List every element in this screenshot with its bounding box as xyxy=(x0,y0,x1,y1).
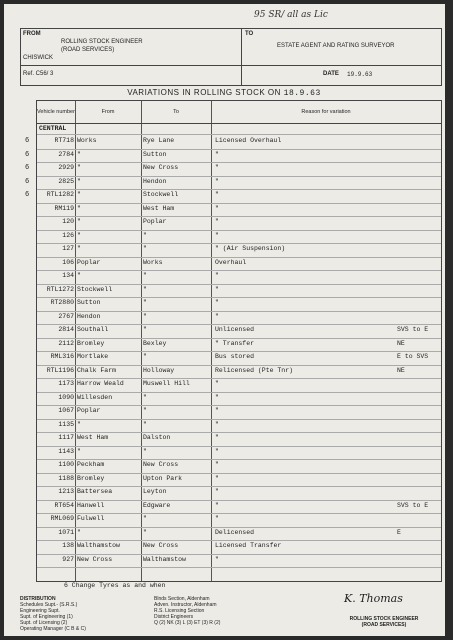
vehicle-cell: RT718 xyxy=(54,137,74,144)
footer-note: 6 Change Tyres as and when xyxy=(64,582,166,589)
table-row xyxy=(37,419,441,434)
distribution-entry: Q (2) NK (3) L (3) ET (3) R (2) xyxy=(154,620,221,626)
from-cell: Works xyxy=(77,137,97,144)
to-cell: " xyxy=(143,326,147,333)
from-cell: Walthamstow xyxy=(77,542,120,549)
row-tick: 6 xyxy=(25,150,30,159)
vehicle-cell: RTL1282 xyxy=(46,191,74,198)
vehicle-cell: 126 xyxy=(62,231,74,239)
date-value: 19.9.63 xyxy=(347,71,373,78)
header-from: From xyxy=(101,109,115,115)
header-vehicle: Vehicle number xyxy=(37,109,75,115)
vehicle-cell: 1135 xyxy=(58,420,74,428)
from-cell: " xyxy=(77,272,81,279)
vehicle-cell: RTL1272 xyxy=(46,285,74,293)
from-cell: Harrow Weald xyxy=(77,380,124,387)
table-row xyxy=(37,554,441,569)
table-row xyxy=(37,405,441,420)
sheet-title xyxy=(104,88,344,98)
from-cell: Southall xyxy=(77,326,109,333)
to-cell: Muswell Hill xyxy=(143,380,190,387)
vehicle-cell: 120 xyxy=(62,218,74,225)
distribution-entry: Supt. of Engineering (1) xyxy=(20,614,73,620)
table-row xyxy=(37,284,441,299)
to-cell: Walthamstow xyxy=(143,555,186,563)
table-row xyxy=(37,432,441,447)
to-cell: " xyxy=(143,231,147,239)
distribution-label: DISTRIBUTION xyxy=(20,596,56,602)
table-row xyxy=(37,486,441,501)
from-cell: Hanwell xyxy=(77,501,105,509)
to-cell: New Cross xyxy=(143,542,179,549)
vehicle-cell: 2112 xyxy=(58,339,74,347)
to-cell: Upton Park xyxy=(143,474,183,482)
to-cell: Dalston xyxy=(143,434,171,441)
header-reason: Reason for variation xyxy=(301,109,351,115)
to-cell: New Cross xyxy=(143,461,179,468)
table-row xyxy=(37,365,441,380)
header-divider xyxy=(241,29,242,85)
from-line-1: ROLLING STOCK ENGINEER xyxy=(61,39,143,45)
distribution-list-right xyxy=(154,596,220,626)
reason-cell: Relicensed (Pte Tnr) xyxy=(215,366,294,374)
vehicle-cell: 1071 xyxy=(58,528,74,536)
signature: K. Thomas xyxy=(344,592,403,605)
reason-cell: " xyxy=(215,393,219,401)
from-cell: Mortlake xyxy=(77,353,109,360)
reason-cell: " (Air Suspension) xyxy=(215,245,286,252)
section-row xyxy=(37,124,441,135)
vehicle-cell: 1090 xyxy=(58,393,74,401)
vehicle-cell: 2929 xyxy=(58,164,74,171)
table-row xyxy=(37,324,441,339)
reason-cell: " xyxy=(215,501,219,509)
from-cell: Sutton xyxy=(77,299,101,306)
from-cell: Poplar xyxy=(77,407,101,414)
vehicle-cell: 2825 xyxy=(58,177,74,185)
office-line: (ROAD SERVICES) xyxy=(361,622,407,628)
from-cell: Stockwell xyxy=(77,285,113,293)
note-cell: NE xyxy=(397,339,405,347)
reason-cell: " xyxy=(215,177,219,185)
to-cell: Works xyxy=(143,258,163,266)
reason-cell: " xyxy=(215,191,219,198)
distribution-entry: Blnds Section, Aldenham xyxy=(154,596,210,602)
vehicle-cell: 2814 xyxy=(58,326,74,333)
row-tick: 6 xyxy=(25,137,30,145)
table-row xyxy=(37,351,441,366)
reason-cell: " xyxy=(215,164,219,171)
vehicle-cell: RML316 xyxy=(50,353,74,360)
to-cell: Bexley xyxy=(143,339,167,347)
vehicle-cell: 138 xyxy=(62,542,74,549)
to-cell: Leyton xyxy=(143,488,167,495)
header-to: To xyxy=(173,109,179,115)
issuing-office xyxy=(329,616,439,628)
from-cell: Bromley xyxy=(77,474,105,482)
table-row xyxy=(25,176,441,191)
vehicle-cell: 127 xyxy=(62,245,74,252)
to-cell: " xyxy=(143,420,147,428)
from-cell: " xyxy=(77,420,81,428)
from-cell: Battersea xyxy=(77,488,113,495)
vehicle-cell: 1100 xyxy=(58,461,74,468)
reason-cell: " xyxy=(215,299,219,306)
from-cell: Bromley xyxy=(77,339,105,347)
to-cell: " xyxy=(143,447,147,455)
vehicle-cell: 2784 xyxy=(58,150,74,158)
variation-table xyxy=(25,100,442,582)
to-line-1: ESTATE AGENT AND RATING SURVEYOR xyxy=(277,43,395,49)
from-cell: " xyxy=(77,164,81,171)
from-line-3: CHISWICK xyxy=(23,55,53,61)
vehicle-cell: 1188 xyxy=(58,474,74,482)
distribution-entry: Supt. of Licensing (2) xyxy=(20,620,68,626)
to-cell: West Ham xyxy=(143,204,175,212)
reason-cell: " Transfer xyxy=(215,339,255,347)
note-cell: SVS to E xyxy=(397,501,429,509)
reason-cell: " xyxy=(215,515,219,522)
note-cell: NE xyxy=(397,366,405,374)
reason-cell: " xyxy=(215,407,219,414)
vehicle-cell: 1117 xyxy=(58,434,74,441)
table-row xyxy=(37,459,441,474)
reason-cell: " xyxy=(215,420,219,428)
to-cell: " xyxy=(143,272,147,279)
to-cell: " xyxy=(143,393,147,401)
to-cell: Stockwell xyxy=(143,191,179,198)
to-cell: Poplar xyxy=(143,218,167,225)
from-cell: Hendon xyxy=(77,312,101,320)
from-cell: Willesden xyxy=(77,393,113,401)
vehicle-cell: 106 xyxy=(62,258,74,266)
table-row xyxy=(37,513,441,528)
reason-cell: " xyxy=(215,218,219,225)
reason-cell: " xyxy=(215,555,219,563)
to-cell: " xyxy=(143,245,147,252)
table-row xyxy=(25,162,441,177)
to-cell: Edgware xyxy=(143,501,171,509)
reason-cell: Licensed Overhaul xyxy=(215,137,282,144)
reason-cell: Bus stored xyxy=(215,353,255,360)
to-cell: " xyxy=(143,407,147,414)
table-row xyxy=(37,257,441,272)
table-row xyxy=(37,311,441,326)
table-row xyxy=(37,230,441,245)
reference: Ref. C56/ 3 xyxy=(23,71,54,77)
reason-cell: " xyxy=(215,204,219,212)
reason-cell: Unlicensed xyxy=(215,326,255,333)
reason-cell: " xyxy=(215,285,219,293)
handwritten-annotation: 95 SR/ all as Lic xyxy=(254,10,328,20)
from-cell: " xyxy=(77,218,81,225)
reason-cell: Delicensed xyxy=(215,528,255,536)
table-row xyxy=(37,500,441,515)
reason-cell: " xyxy=(215,312,219,320)
from-cell: " xyxy=(77,191,81,198)
to-cell: " xyxy=(143,528,147,536)
to-cell: " xyxy=(143,312,147,320)
to-cell: New Cross xyxy=(143,164,179,171)
table-row xyxy=(37,297,441,312)
row-tick: 6 xyxy=(25,191,30,199)
from-cell: Peckham xyxy=(77,461,105,468)
from-cell: " xyxy=(77,177,81,185)
vehicle-cell: 2767 xyxy=(58,312,74,320)
table-row xyxy=(25,135,441,150)
to-cell: " xyxy=(143,515,147,522)
office-line: ROLLING STOCK ENGINEER xyxy=(349,616,419,622)
distribution-entry: Adven. Instructor, Aldenham xyxy=(154,602,217,608)
from-cell: Chalk Farm xyxy=(77,366,117,374)
reason-cell: " xyxy=(215,474,219,482)
table-row xyxy=(37,243,441,258)
note-cell: E xyxy=(397,528,401,536)
vehicle-cell: RML069 xyxy=(50,515,74,522)
reason-cell: " xyxy=(215,434,219,441)
reason-cell: " xyxy=(215,150,219,158)
table-row xyxy=(37,216,441,231)
vehicle-cell: RT2880 xyxy=(50,299,74,306)
distribution-list-left xyxy=(20,596,86,632)
distribution-entry: R.S. Licensing Section xyxy=(154,608,205,614)
distribution-entry: Schedules Supt.- (S.R.S.) xyxy=(20,602,78,608)
reason-cell: " xyxy=(215,447,219,455)
table-row xyxy=(37,270,441,285)
reason-cell: " xyxy=(215,488,219,495)
header-box xyxy=(20,28,442,86)
table-row xyxy=(25,149,441,164)
row-tick: 6 xyxy=(25,177,30,186)
from-cell: Fulwell xyxy=(77,515,105,522)
note-cell: SVS to E xyxy=(397,326,429,333)
from-cell: " xyxy=(77,150,81,158)
section-label: CENTRAL xyxy=(39,125,67,132)
date-label: DATE xyxy=(323,71,339,77)
vehicle-cell: 927 xyxy=(62,555,74,563)
to-cell: " xyxy=(143,353,147,360)
to-label: TO xyxy=(245,31,254,37)
from-cell: New Cross xyxy=(77,555,113,563)
vehicle-cell: 1067 xyxy=(58,407,74,414)
from-cell: West Ham xyxy=(77,434,109,441)
table-row xyxy=(37,527,441,542)
from-cell: " xyxy=(77,231,81,239)
table-row xyxy=(37,473,441,488)
table-row xyxy=(37,378,441,393)
reason-cell: Overhaul xyxy=(215,258,247,266)
table-row xyxy=(37,540,441,555)
reason-cell: " xyxy=(215,461,219,468)
table-row xyxy=(25,189,441,204)
to-cell: Rye Lane xyxy=(143,137,175,144)
vehicle-cell: RTL1196 xyxy=(46,366,74,374)
header-rule xyxy=(21,65,441,66)
table-row xyxy=(37,338,441,353)
from-cell: Poplar xyxy=(77,258,101,266)
table-row xyxy=(37,392,441,407)
distribution-entry: Engineering Supt. xyxy=(20,608,60,614)
distribution-entry: District Engineers xyxy=(154,614,194,620)
title-date: 18.9.63 xyxy=(283,89,321,98)
to-cell: Sutton xyxy=(143,150,167,158)
reason-cell: " xyxy=(215,231,219,239)
from-line-2: (ROAD SERVICES) xyxy=(61,47,115,53)
from-label: FROM xyxy=(23,31,41,37)
vehicle-cell: 1213 xyxy=(58,488,74,495)
to-cell: " xyxy=(143,299,147,306)
distribution-entry: Operating Manager (C B & C) xyxy=(20,626,86,632)
to-cell: " xyxy=(143,285,147,293)
from-cell: " xyxy=(77,245,81,252)
to-cell: Hendon xyxy=(143,177,167,185)
variation-sheet xyxy=(4,4,445,636)
from-cell: " xyxy=(77,528,81,536)
vehicle-cell: RM119 xyxy=(54,204,74,212)
vehicle-cell: 1143 xyxy=(58,447,74,455)
note-cell: E to SVS xyxy=(397,353,429,360)
vehicle-cell: 1173 xyxy=(58,380,74,387)
vehicle-cell: RT654 xyxy=(54,501,74,509)
table-row xyxy=(37,446,441,461)
reason-cell: Licensed Transfer xyxy=(215,542,282,549)
from-cell: " xyxy=(77,204,81,212)
reason-cell: " xyxy=(215,380,219,387)
from-cell: " xyxy=(77,447,81,455)
table-row xyxy=(37,203,441,218)
vehicle-cell: 134 xyxy=(62,272,74,279)
title-text: VARIATIONS IN ROLLING STOCK ON xyxy=(127,88,281,97)
reason-cell: " xyxy=(215,272,219,279)
to-cell: Holloway xyxy=(143,366,175,374)
row-tick: 6 xyxy=(25,164,30,172)
